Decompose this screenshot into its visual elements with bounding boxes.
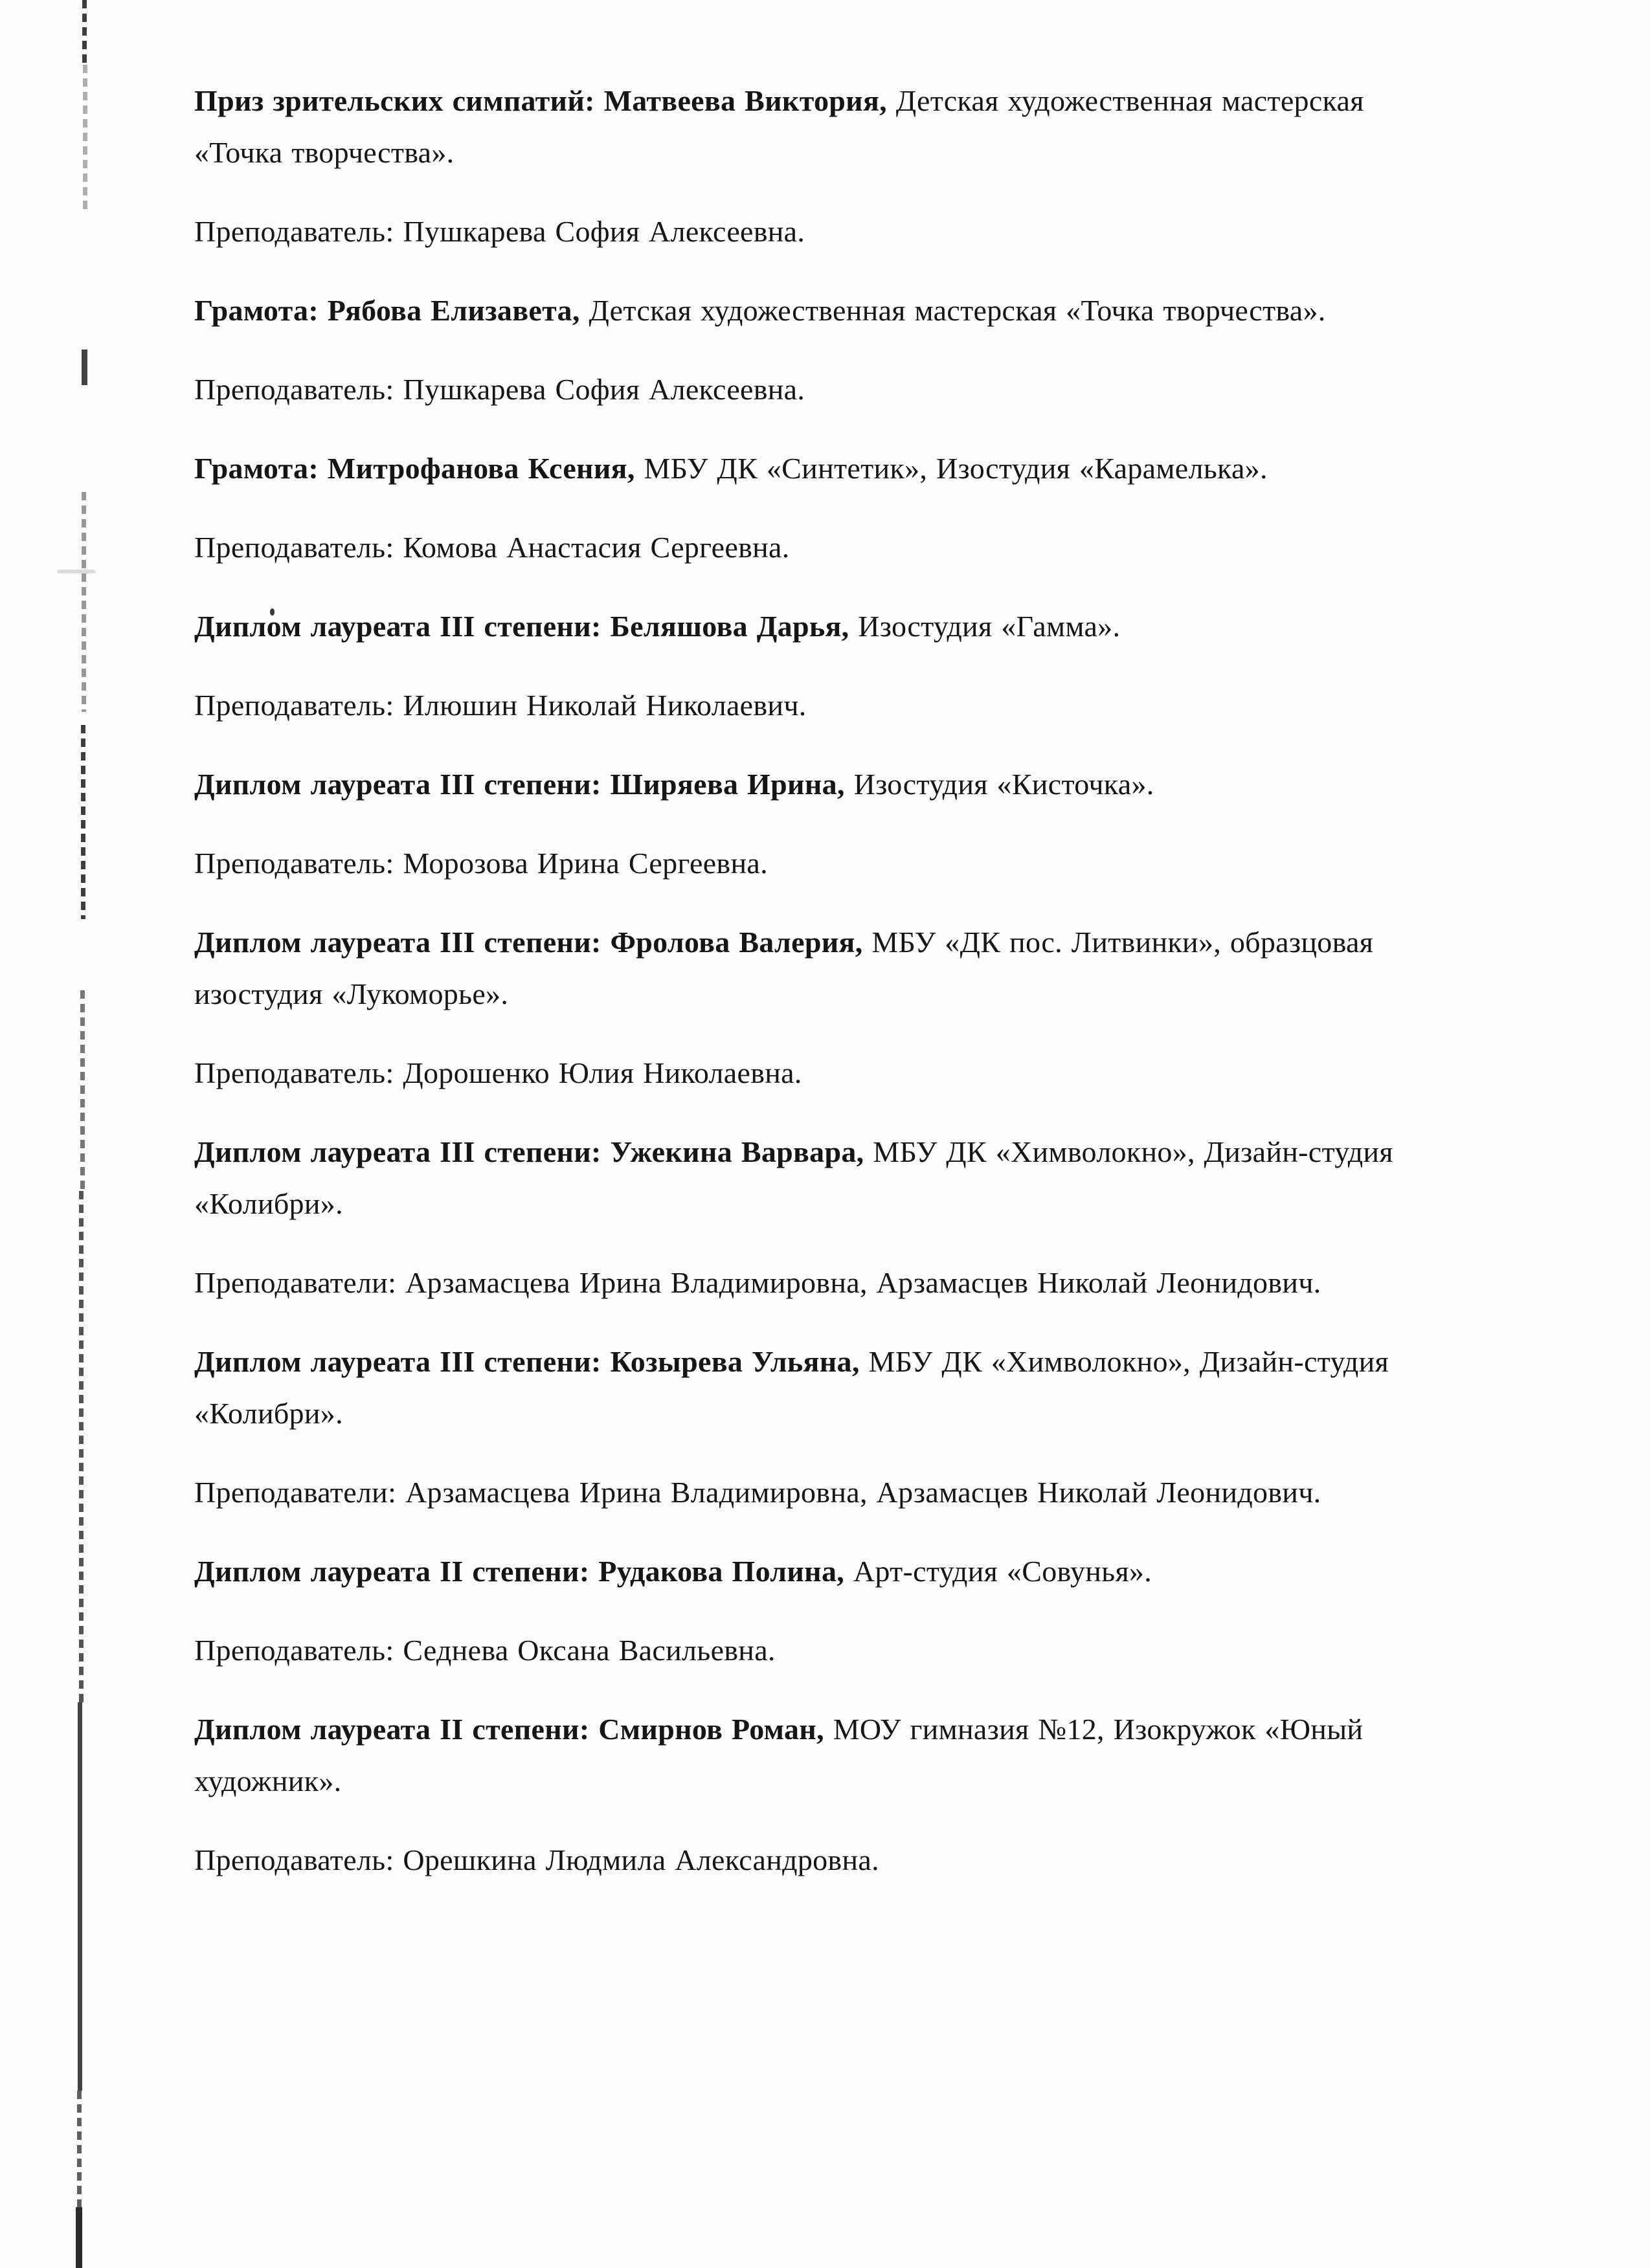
teacher-text: Преподаватель: Орешкина Людмила Александровна.: [194, 1843, 879, 1876]
award-entry: [194, 1126, 1457, 1230]
award-title: Диплом лауреата III степени: Беляшова Дарья,: [194, 610, 849, 643]
teacher-line: [194, 1834, 1457, 1886]
award-detail: МБУ «ДК пос. Литвинки», образцовая изостудия «Лукоморье».: [194, 926, 1374, 1010]
award-title: Диплом лауреата III степени: Козырева Ульяна,: [194, 1345, 860, 1378]
teacher-line: [194, 522, 1457, 573]
teacher-line: [194, 364, 1457, 416]
teacher-text: Преподаватель: Седнева Оксана Васильевна.: [194, 1634, 776, 1667]
award-title: Диплом лауреата II степени: Рудакова Полина,: [194, 1555, 845, 1588]
award-detail: МБУ ДК «Химволокно», Дизайн-студия «Колибри».: [194, 1345, 1389, 1430]
teacher-text: Преподаватель: Комова Анастасия Сергеевна.: [194, 531, 790, 564]
teacher-line: [194, 680, 1457, 731]
award-detail: Детская художественная мастерская «Точка творчества».: [194, 84, 1364, 169]
award-entry: [194, 1336, 1457, 1440]
award-detail: МОУ гимназия №12, Изокружок «Юный художник».: [194, 1713, 1364, 1797]
teacher-text: Преподаватель: Дорошенко Юлия Николаевна.: [194, 1056, 802, 1089]
award-entry: [194, 285, 1457, 337]
award-entry: [194, 1704, 1457, 1807]
teacher-line: [194, 1047, 1457, 1099]
award-title: Диплом лауреата III степени: Фролова Валерия,: [194, 926, 863, 959]
award-entry: [194, 1546, 1457, 1597]
award-title: Диплом лауреата III степени: Ширяева Ирина,: [194, 768, 845, 801]
teachers-line: [194, 1467, 1457, 1518]
teacher-line: [194, 1625, 1457, 1676]
teacher-line: [194, 838, 1457, 889]
teacher-text: Преподаватель: Пушкарева София Алексеевна.: [194, 215, 805, 248]
award-title: Грамота: Рябова Елизавета,: [194, 294, 580, 327]
award-detail: Изостудия «Кисточка».: [844, 768, 1154, 801]
award-entry: [194, 917, 1457, 1020]
award-entry: [194, 75, 1457, 179]
award-detail: Изостудия «Гамма».: [849, 610, 1121, 643]
teacher-text: Преподаватели: Арзамасцева Ирина Владимировна, Арзамасцев Николай Леонидович.: [194, 1266, 1321, 1299]
teacher-text: Преподаватель: Пушкарева София Алексеевна.: [194, 373, 805, 406]
teacher-line: [194, 206, 1457, 258]
award-detail: Арт-студия «Совунья».: [844, 1555, 1152, 1588]
award-entry: [194, 601, 1457, 652]
scan-smudge: [57, 570, 96, 573]
scanner-edge-artifact: [0, 0, 91, 2268]
document-body: [194, 75, 1457, 1913]
award-entry: [194, 759, 1457, 810]
award-title: Приз зрительских симпатий: Матвеева Виктория,: [194, 84, 887, 117]
teachers-line: [194, 1257, 1457, 1309]
award-detail: МБУ ДК «Синтетик», Изостудия «Карамелька».: [635, 452, 1268, 485]
award-title: Диплом лауреата II степени: Смирнов Роман,: [194, 1713, 824, 1746]
award-detail: Детская художественная мастерская «Точка творчества».: [579, 294, 1326, 327]
award-entry: [194, 443, 1457, 495]
teacher-text: Преподаватель: Илюшин Николай Николаевич.: [194, 689, 807, 722]
teacher-text: Преподаватель: Морозова Ирина Сергеевна.: [194, 847, 768, 880]
award-title: Диплом лауреата III степени: Ужекина Варвара,: [194, 1135, 864, 1168]
award-title: Грамота: Митрофанова Ксения,: [194, 452, 635, 485]
teacher-text: Преподаватели: Арзамасцева Ирина Владимировна, Арзамасцев Николай Леонидович.: [194, 1476, 1321, 1509]
award-detail: МБУ ДК «Химволокно», Дизайн-студия «Колибри».: [194, 1135, 1393, 1220]
